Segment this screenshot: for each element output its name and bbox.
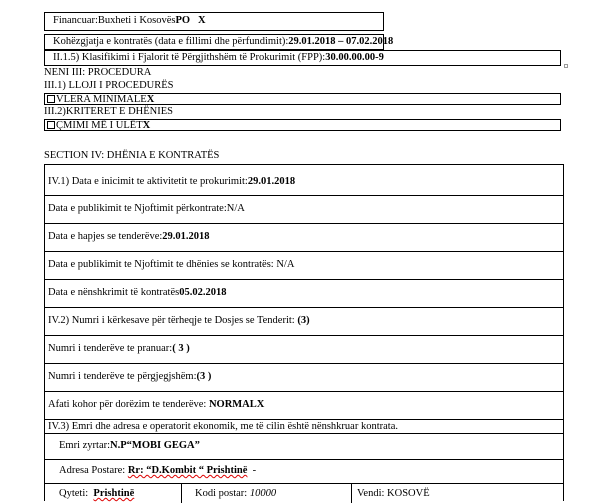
corner-marker <box>564 64 568 68</box>
criteria-mark: X <box>142 120 151 131</box>
procedure-type-heading: III.1) LLOJI I PROCEDURËS <box>44 80 174 91</box>
responsive-value: (3 ) <box>196 371 212 382</box>
operator-address-value: Rr: “D.Kombit “ Prishtinë <box>127 465 248 476</box>
checkbox-icon[interactable] <box>47 121 55 129</box>
received-label: Numri i tenderëve te pranuar: <box>48 343 173 354</box>
award-publication-row: Data e publikimit te Njoftimit te dhënies se kontratës: N/A <box>48 259 295 270</box>
requests-value: (3) <box>297 315 310 326</box>
operator-country-label: Vendi: <box>357 488 385 499</box>
classification-label: II.1.5) Klasifikimi i Fjalorit të Përgjithshëm të Prokurimit (FPP): <box>53 52 326 63</box>
duration-line <box>53 37 393 48</box>
duration-label: Kohëzgjatja e kontratës (data e fillimi dhe përfundimit): <box>53 36 289 47</box>
deadline-row <box>48 400 264 411</box>
financing-box <box>44 12 384 31</box>
section3-title: NENI III: PROCEDURA <box>44 67 152 78</box>
classification-line <box>53 53 384 64</box>
operator-address-row <box>59 466 256 477</box>
criteria-line <box>47 121 150 132</box>
operator-city-value: Prishtinë <box>93 488 135 499</box>
financing-po: PO <box>175 15 191 26</box>
award-table <box>44 164 564 501</box>
financing-x: X <box>197 15 206 26</box>
operator-country-value: KOSOVË <box>387 488 430 499</box>
signing-label: Data e nënshkrimit të kontratës <box>48 287 180 298</box>
opening-label: Data e hapjes se tenderëve: <box>48 231 163 242</box>
financing-line <box>53 16 206 27</box>
operator-name-row <box>59 441 200 452</box>
operator-postal-value: 10000 <box>249 488 277 499</box>
operator-city-cell <box>59 489 134 500</box>
requests-row <box>48 316 310 327</box>
operator-address-dash: - <box>252 465 257 476</box>
operator-postal-cell <box>195 489 276 500</box>
procedure-type-box <box>44 93 561 105</box>
criteria-box <box>44 119 561 131</box>
checkbox-icon[interactable] <box>47 95 55 103</box>
operator-row: IV.3) Emri dhe adresa e operatorit ekonomik, me të cilin është nënshkruar kontrata. <box>48 421 398 432</box>
responsive-label: Numri i tenderëve te përgjegjshëm: <box>48 371 197 382</box>
deadline-value: NORMAL <box>208 399 257 410</box>
initiation-row <box>48 177 295 188</box>
initiation-label: IV.1) Data e inicimit te aktivitetit te prokurimit: <box>48 176 248 187</box>
signing-row <box>48 288 226 299</box>
criteria-heading: III.2)KRITERET E DHËNIES <box>44 106 173 117</box>
criteria-value: ÇMIMI MË I ULËT <box>56 120 143 131</box>
classification-box <box>44 50 561 66</box>
duration-box <box>44 34 394 50</box>
signing-value: 05.02.2018 <box>179 287 227 298</box>
initiation-value: 29.01.2018 <box>247 176 296 187</box>
duration-value: 29.01.2018 – 07.02.2018 <box>288 36 394 47</box>
operator-country-cell <box>357 489 430 500</box>
operator-address-label: Adresa Postare: <box>59 465 126 476</box>
opening-value: 29.01.2018 <box>162 231 210 242</box>
operator-city-label: Qyteti: <box>59 488 89 499</box>
deadline-label: Afati kohor për dorëzim te tenderëve: <box>48 399 207 410</box>
notice-publication-row: Data e publikimit te Njoftimit përkontrate:N/A <box>48 203 245 214</box>
section4-title: SECTION IV: DHËNIA E KONTRATËS <box>44 150 220 161</box>
procedure-type-value: VLERA MINIMALE <box>56 94 147 105</box>
operator-name-value: N.P“MOBI GEGA” <box>110 440 200 451</box>
procedure-type-mark: X <box>146 94 155 105</box>
procedure-type-line <box>47 95 154 106</box>
requests-label: IV.2) Numri i kërkesave për tërheqje te Dosjes se Tenderit: <box>48 315 295 326</box>
received-row <box>48 344 190 355</box>
opening-row <box>48 232 210 243</box>
deadline-mark: X <box>256 399 265 410</box>
responsive-row <box>48 372 211 383</box>
financing-label: Financuar:Buxheti i Kosovës <box>53 15 176 26</box>
operator-postal-label: Kodi postar: <box>195 488 248 499</box>
classification-value: 30.00.00.00-9 <box>325 52 384 63</box>
operator-name-label: Emri zyrtar: <box>59 440 111 451</box>
received-value: ( 3 ) <box>172 343 190 354</box>
